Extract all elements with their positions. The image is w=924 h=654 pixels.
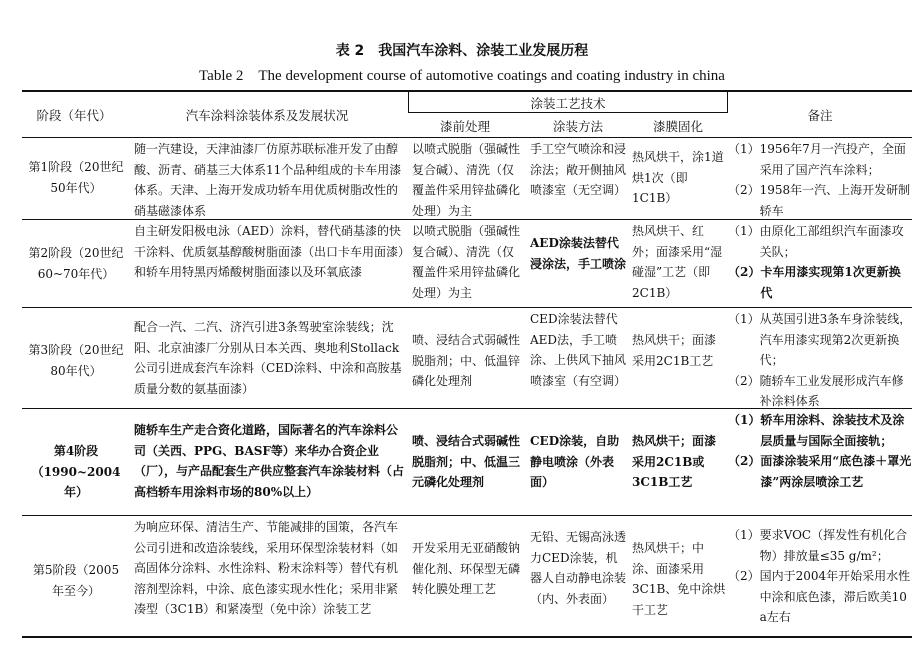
pretreatment-cell: 喷、浸结合式弱碱性脱脂剂；中、低温三元磷化处理剂: [412, 434, 521, 489]
remark-number: （1）: [728, 528, 760, 542]
remark-number: （2）: [728, 569, 760, 583]
header-remarks: 备注: [807, 108, 833, 123]
remark-item: [728, 566, 912, 628]
stage-cell: 第4阶段（1990~2004年）: [31, 444, 121, 499]
remark-text: 由原化工部组织汽车面漆攻关队；: [759, 224, 904, 259]
remark-item: [728, 525, 912, 566]
top-rule: [22, 90, 912, 92]
method-cell: CED涂装法替代AED法，手工喷涂、上供风下抽风喷漆室（有空调）: [530, 312, 627, 388]
remark-item: [728, 410, 912, 451]
remark-text: 要求VOC（挥发性有机化合物）排放量≤35 g/m²；: [759, 528, 908, 563]
remark-item: [728, 221, 912, 262]
header-pretreatment: 漆前处理: [439, 119, 490, 134]
remark-number: （1）: [728, 224, 760, 238]
remark-text: 面漆涂装采用“底色漆＋罩光漆”两涂层喷涂工艺: [760, 454, 912, 489]
remark-number: （2）: [728, 265, 761, 279]
remarks-cell: [728, 410, 912, 492]
remark-item: [728, 139, 912, 180]
remark-item: [728, 180, 912, 221]
remark-number: （1）: [728, 142, 760, 156]
remarks-cell: [728, 139, 912, 221]
remark-item: [728, 262, 912, 303]
pretreatment-cell: 开发采用无亚硝酸钠催化剂、环保型无磷转化膜处理工艺: [412, 541, 521, 596]
process-group-underline: [408, 112, 728, 113]
method-cell: 手工空气喷涂和浸涂法；敞开侧抽风喷漆室（无空调）: [530, 142, 627, 197]
bottom-rule: [22, 636, 912, 638]
system-cell: 配合一汽、二汽、济汽引进3条驾驶室涂装线；沈阳、北京油漆厂分别从日本关西、奥地利Stollack公司引进成套汽车涂料（CED涂料、中涂和高胺基质量分数的氨基面漆）: [134, 320, 402, 396]
curing-cell: 热风烘干、红外；面漆采用“湿碰湿”工艺（即2C1B）: [632, 224, 723, 300]
remark-text: 轿车用涂料、涂装技术及涂层质量与国际全面接轨；: [760, 413, 905, 448]
table-caption-en: Table 2 The development course of automotive coatings and coating industry in china: [199, 68, 725, 84]
curing-cell: 热风烘干；面漆采用2C1B工艺: [632, 333, 717, 368]
remark-item: [728, 371, 912, 412]
system-cell: 为响应环保、清洁生产、节能减排的国策，各汽车公司引进和改造涂装线，采用环保型涂装材料（如高固体分涂料、水性涂料、粉末涂料等）替代有机溶剂型涂料，中涂、底色漆实现水性化；采用非紧凑型（3C1B）和紧凑型（免中涂）涂装工艺: [134, 520, 399, 616]
remark-text: 1958年一汽、上海开发研制轿车: [759, 183, 911, 218]
stage-cell: 第1阶段（20世纪50年代）: [28, 160, 124, 195]
curing-cell: 热风烘干，涂1道烘1次（即1C1B）: [632, 150, 724, 205]
remarks-cell: [728, 309, 912, 412]
row-rule-2: [22, 307, 912, 308]
pretreatment-cell: 喷、浸结合式弱碱性脱脂剂；中、低温锌磷化处理剂: [412, 333, 521, 388]
method-cell: 无铅、无锡高泳透力CED涂装，机器人自动静电涂装（内、外表面）: [530, 530, 627, 606]
remark-text: 卡车用漆实现第1次更新换代: [760, 265, 901, 300]
curing-cell: 热风烘干；中涂、面漆采用3C1B、免中涂烘干工艺: [632, 541, 726, 617]
row-rule-4: [22, 515, 912, 516]
remark-text: 随轿车工业发展形成汽车修补涂料体系: [759, 373, 904, 408]
curing-cell: 热风烘干；面漆采用2C1B或3C1B工艺: [632, 434, 717, 489]
table-caption-cn: 表 2 我国汽车涂料、涂装工业发展历程: [335, 43, 589, 59]
system-cell: 自主研发阳极电泳（AED）涂料，替代硝基漆的快干涂料、优质氨基醇酸树脂面漆（出口卡车用面漆）和轿车用特黑丙烯酸树脂面漆以及环氧底漆: [134, 224, 405, 279]
stage-cell: 第2阶段（20世纪60~70年代）: [28, 246, 124, 281]
remark-item: [728, 309, 912, 371]
stage-cell: 第5阶段（2005年至今）: [32, 563, 120, 598]
header-rule: [22, 137, 912, 138]
remark-number: （2）: [728, 183, 760, 197]
header-curing: 漆膜固化: [652, 119, 703, 134]
remark-number: （2）: [728, 373, 760, 388]
remark-item: [728, 451, 912, 492]
header-process-group: 涂装工艺技术: [530, 96, 606, 111]
stage-cell: 第3阶段（20世纪80年代）: [28, 343, 124, 378]
header-system: 汽车涂料涂装体系及发展状况: [185, 108, 349, 123]
remark-text: 1956年7月一汽投产，全面采用了国产汽车涂料；: [759, 142, 906, 177]
remark-text: 从英国引进3条车身涂装线，汽车用漆实现第2次更新换代；: [759, 312, 912, 367]
remark-number: （2）: [728, 454, 761, 468]
method-cell: CED涂装，自助静电喷涂（外表面）: [530, 434, 620, 489]
remark-number: （1）: [728, 312, 760, 326]
remarks-cell: [728, 221, 912, 303]
system-cell: 随轿车生产走合资化道路，国际著名的汽车涂料公司（关西、PPG、BASF等）来华办合资企业（厂），与产品配套生产供应整套汽车涂装材料（占高档轿车用涂料市场的80%以上）: [134, 423, 405, 499]
remarks-cell: [728, 525, 912, 628]
method-cell: AED涂装法替代浸涂法，手工喷涂: [530, 236, 627, 271]
remark-number: （1）: [728, 413, 761, 427]
header-stage: 阶段（年代）: [36, 108, 112, 123]
remark-text: 国内于2004年开始采用水性中涂和底色漆，滞后欧美10 a左右: [759, 569, 911, 624]
system-cell: 随一汽建设，天津油漆厂仿原苏联标准开发了由醇酸、沥青、硝基三大体系11个品种组成的卡车用漆体系。天津、上海开发成功轿车用优质树脂改性的硝基磁漆体系: [134, 142, 402, 218]
pretreatment-cell: 以喷式脱脂（强碱性复合碱）、清洗（仅覆盖件采用锌盐磷化处理）为主: [412, 142, 521, 218]
pretreatment-cell: 以喷式脱脂（强碱性复合碱）、清洗（仅覆盖件采用锌盐磷化处理）为主: [412, 224, 521, 300]
header-method: 涂装方法: [552, 119, 603, 134]
